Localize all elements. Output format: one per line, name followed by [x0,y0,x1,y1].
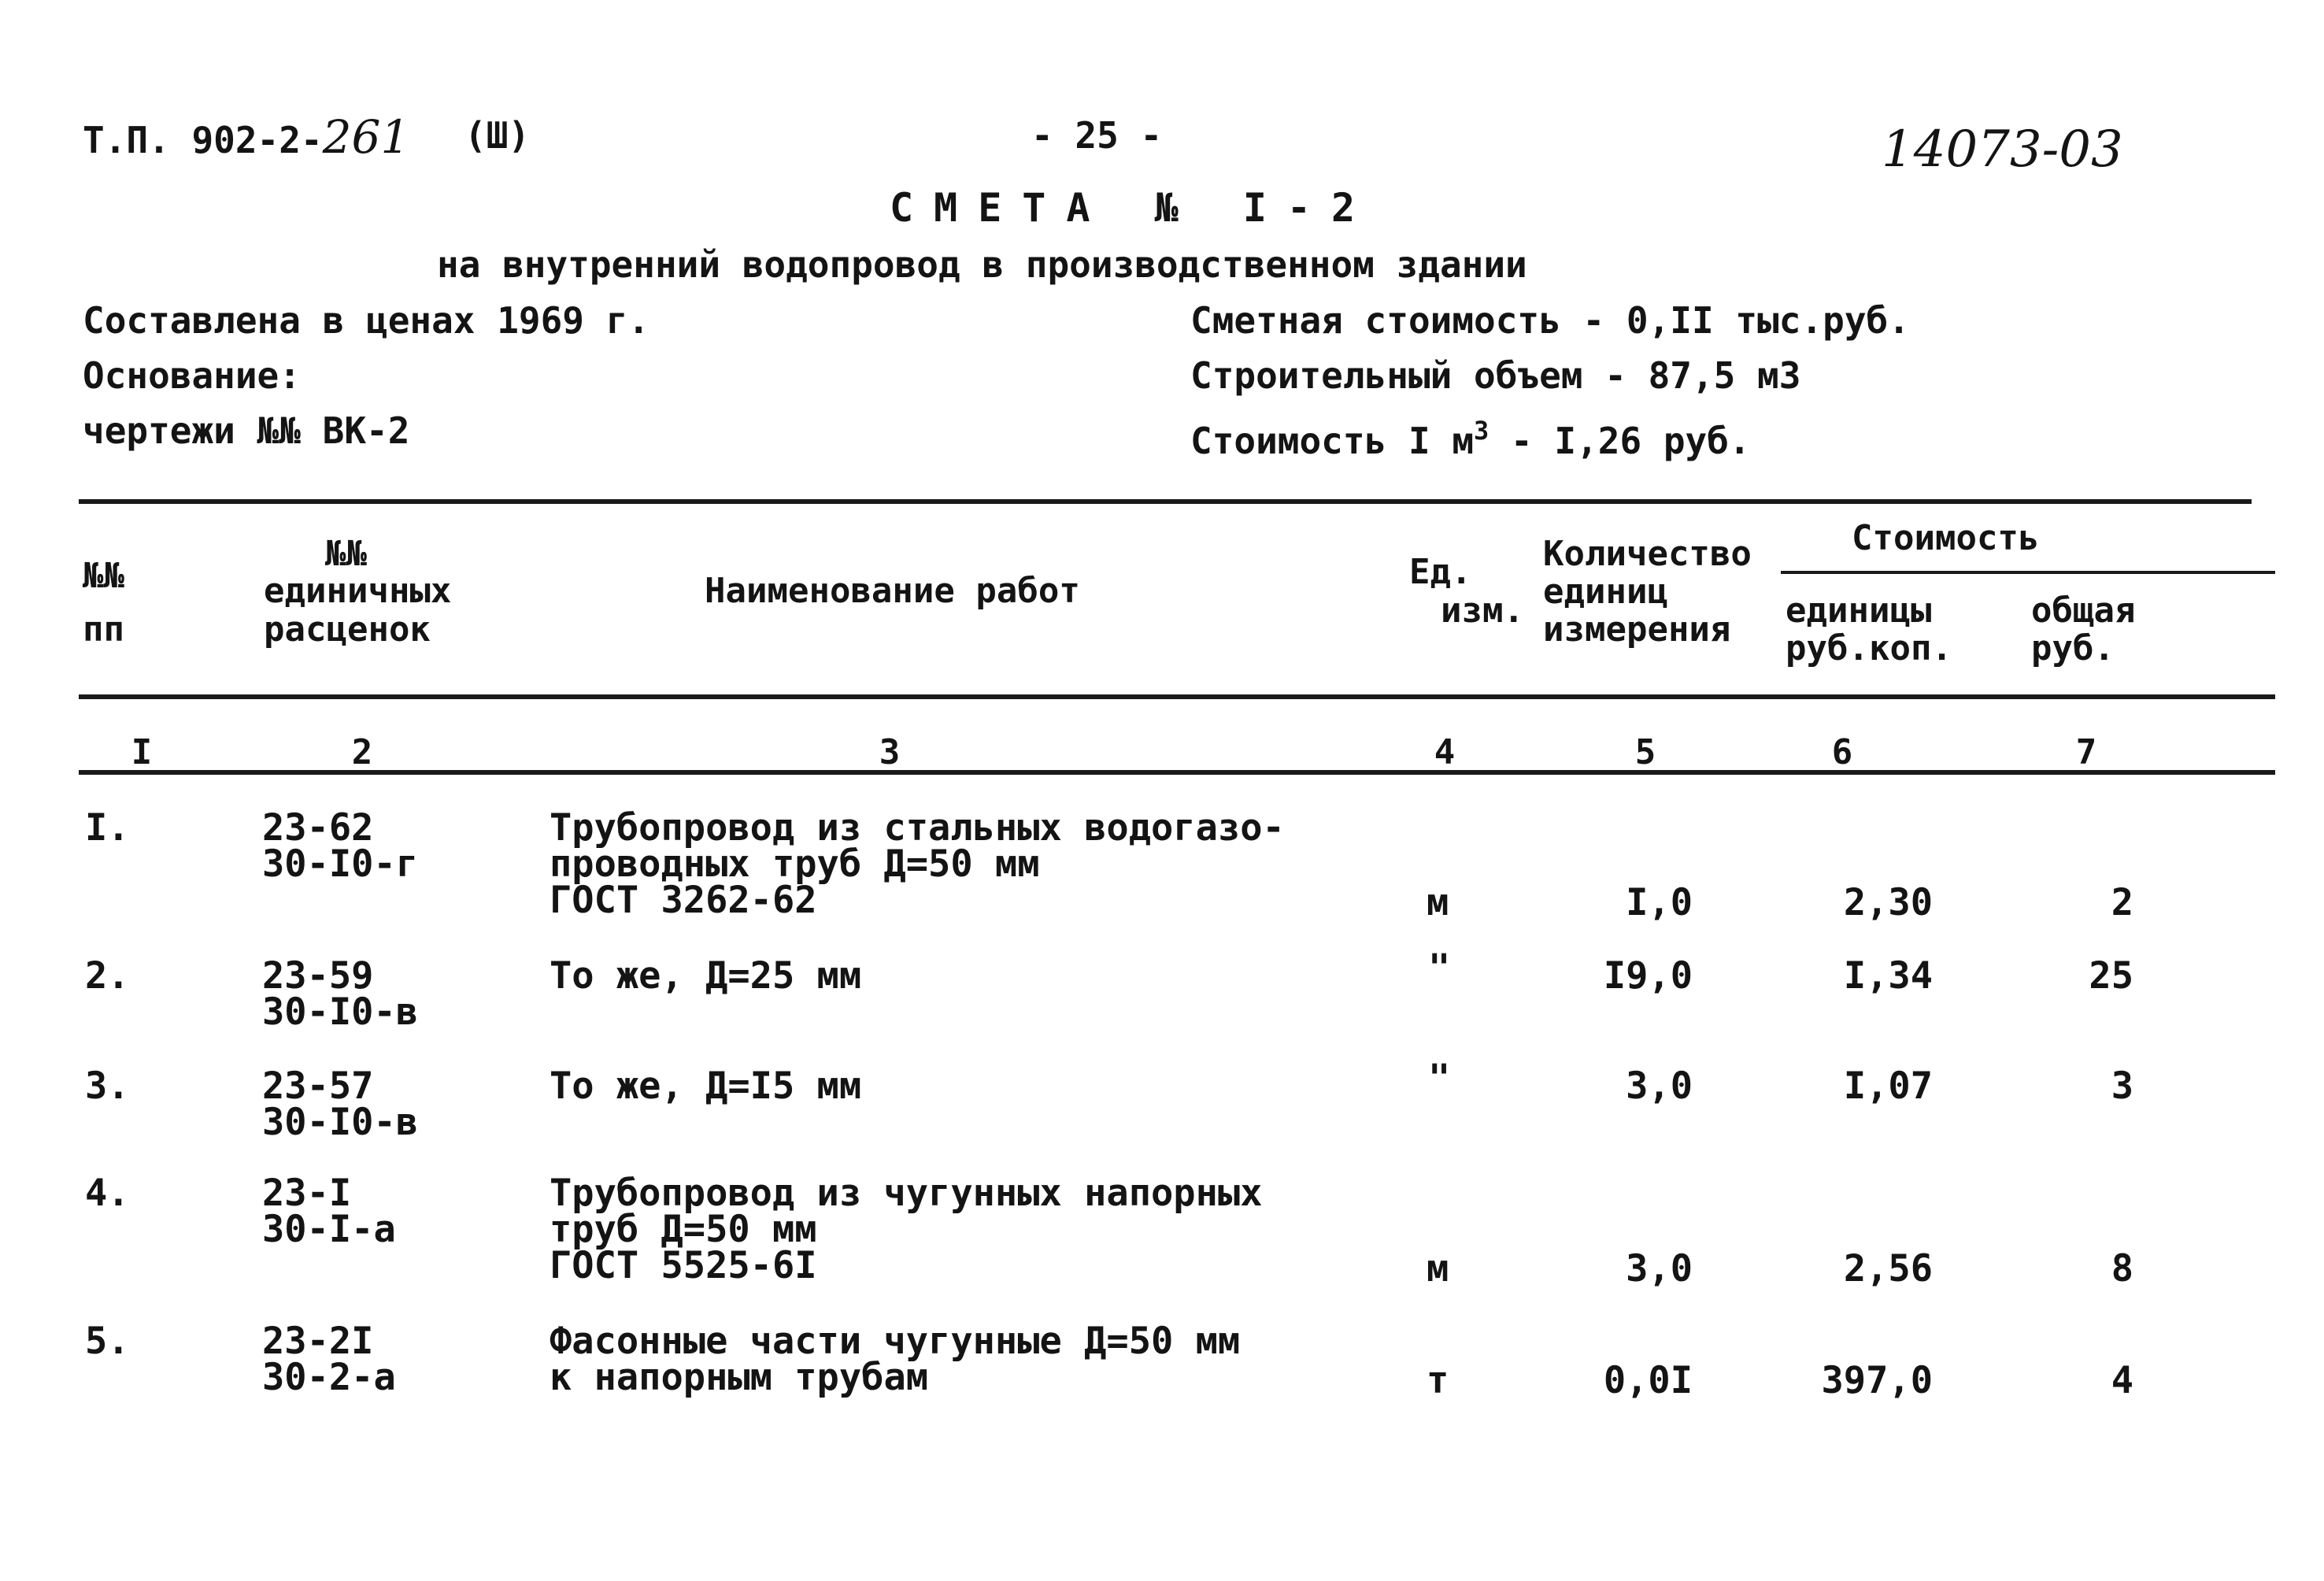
estimated-cost: Сметная стоимость - 0,II тыс.руб. [1190,299,1910,342]
col-header-rate-b: единичных [264,571,452,611]
row-1-rate-code-1: 23-62 [262,806,374,850]
row-5-work-name-1: Фасонные части чугунные Д=50 мм [550,1320,1241,1363]
drawings-reference: чертежи №№ ВК-2 [83,409,410,452]
row-4-quantity: 3,0 [1626,1247,1693,1290]
col-header-unit-a: Ед. [1409,552,1472,592]
row-1-work-name-2: проводных труб Д=50 мм [550,842,1040,886]
col-number-3: 3 [879,732,901,772]
unit-volume-cost-label: Стоимость I м [1190,420,1475,462]
col-header-work-name: Наименование работ [705,571,1080,611]
row-3-rate-code-2: 30-I0-в [262,1101,419,1144]
price-basis-text: Составлена в ценах 1969 г. [83,299,650,342]
document-volume: (Ш) [464,114,531,157]
col-header-cost-group: Стоимость [1852,518,2040,558]
archive-number: 14073-03 [1882,120,2123,179]
row-2-unit: " [1428,946,1451,990]
row-2-total: 25 [2089,954,2133,998]
document-subtitle: на внутренний водопровод в производственном здании [437,243,1527,286]
unit-volume-cost [1190,412,1751,460]
row-3-work-name-1: То же, Д=I5 мм [550,1064,862,1108]
col-header-number-b: пп [83,609,124,650]
row-1-unit: м [1427,881,1449,924]
table-top-rule [79,499,2252,504]
row-4-total: 8 [2111,1247,2133,1290]
row-5-unit: т [1427,1359,1449,1402]
row-2-work-name-1: То же, Д=25 мм [550,954,862,998]
row-5-work-name-2: к напорным трубам [550,1356,929,1399]
row-5-quantity: 0,0I [1603,1359,1693,1402]
row-1-number: I. [85,806,130,850]
row-3-total: 3 [2111,1064,2133,1108]
row-4-rate-code-2: 30-I-а [262,1208,396,1251]
row-4-unit-cost: 2,56 [1843,1247,1933,1290]
col-number-6: 6 [1831,732,1853,772]
row-1-quantity: I,0 [1626,881,1693,924]
col-number-4: 4 [1434,732,1456,772]
row-2-quantity: I9,0 [1603,954,1693,998]
row-4-work-name-1: Трубопровод из чугунных напорных [550,1172,1263,1215]
col-header-number-a: №№ [83,556,124,596]
row-1-work-name-3: ГОСТ 3262-62 [550,879,817,922]
col-header-quantity-b: единиц [1543,572,1668,612]
col-header-unit-cost-a: единицы [1786,591,1932,631]
col-header-unit-b: изм. [1441,591,1524,631]
document-code-printed: Т.П. 902-2- [83,119,323,161]
row-2-rate-code-1: 23-59 [262,954,374,998]
row-3-unit: " [1428,1057,1451,1100]
row-4-unit: м [1427,1247,1449,1290]
row-5-rate-code-2: 30-2-а [262,1356,396,1399]
row-1-unit-cost: 2,30 [1843,881,1933,924]
row-3-unit-cost: I,07 [1843,1064,1933,1108]
basis-label: Основание: [83,354,301,397]
row-3-quantity: 3,0 [1626,1064,1693,1108]
row-4-work-name-3: ГОСТ 5525-6I [550,1244,817,1287]
col-number-1: I [131,732,153,772]
construction-volume: Строительный объем - 87,5 м3 [1190,354,1801,397]
col-number-2: 2 [351,732,373,772]
row-1-total: 2 [2111,881,2133,924]
row-5-unit-cost: 397,0 [1821,1359,1933,1402]
cubic-superscript: 3 [1474,416,1490,446]
row-5-total: 4 [2111,1359,2133,1402]
header-bottom-rule [79,694,2275,699]
col-header-total-b: руб. [2031,628,2115,668]
document-title: СМЕТА № I-2 [890,185,1376,231]
document-code [83,110,410,164]
row-4-work-name-2: труб Д=50 мм [550,1208,817,1251]
row-5-number: 5. [85,1320,130,1363]
col-header-rate-a: №№ [325,534,367,574]
row-2-unit-cost: I,34 [1843,954,1933,998]
col-number-5: 5 [1634,732,1656,772]
document-code-handwritten: 261 [322,110,410,164]
col-header-total-a: общая [2031,591,2136,631]
column-numbers-rule [79,770,2275,775]
row-4-rate-code-1: 23-I [262,1172,352,1215]
row-3-rate-code-1: 23-57 [262,1064,374,1108]
col-header-quantity-c: измерения [1543,609,1731,650]
col-header-quantity-a: Количество [1543,534,1752,574]
row-3-number: 3. [85,1064,130,1108]
page-number: - 25 - [1031,114,1163,157]
col-number-7: 7 [2075,732,2097,772]
row-1-rate-code-2: 30-I0-г [262,842,419,886]
row-5-rate-code-1: 23-2I [262,1320,374,1363]
row-4-number: 4. [85,1172,130,1215]
row-1-work-name-1: Трубопровод из стальных водогазо- [550,806,1285,850]
row-2-number: 2. [85,954,130,998]
col-header-rate-c: расценок [264,609,431,650]
row-2-rate-code-2: 30-I0-в [262,990,419,1034]
col-header-unit-cost-b: руб.коп. [1786,628,1952,668]
cost-group-rule [1781,571,2275,574]
unit-volume-cost-value: - I,26 руб. [1489,420,1751,462]
